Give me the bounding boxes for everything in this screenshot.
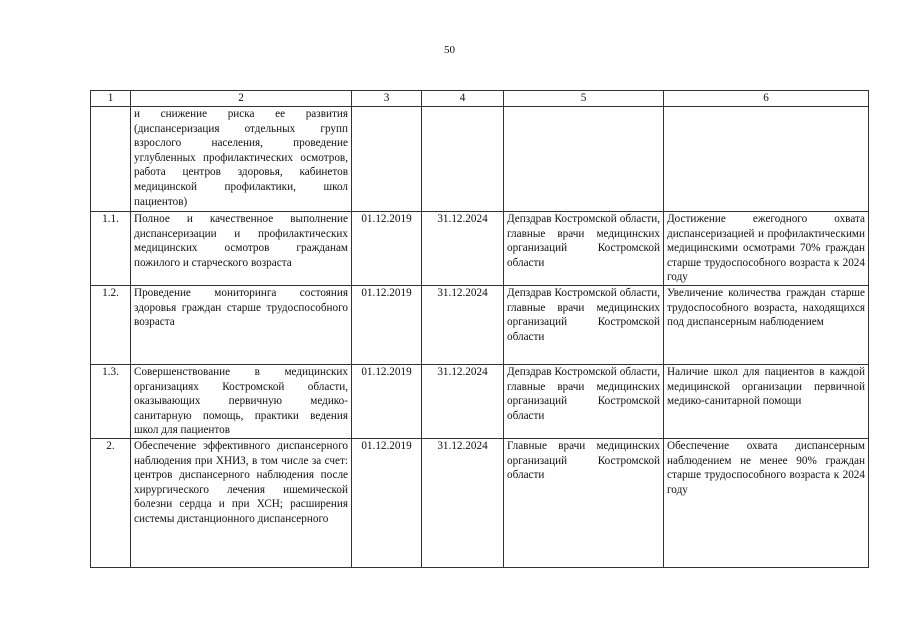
- table-row: [91, 212, 869, 286]
- row-number: 1.3.: [91, 364, 131, 438]
- row-number: 1.1.: [91, 212, 131, 286]
- responsible-cell: Депздрав Костромской области, главные врачи медицинских организаций Костромской области: [504, 212, 664, 286]
- page-number: 50: [444, 44, 455, 56]
- activity-cell: Полное и качественное выполнение диспансеризации и профилактических медицинских осмотров гражданам пожилого и старческого возраста: [131, 212, 352, 286]
- end-date-cell: 31.12.2024: [422, 212, 504, 286]
- result-cell: Увеличение количества граждан старше трудоспособного возраста, находящихся под диспансерным наблюдением: [664, 285, 869, 364]
- column-header: 6: [664, 91, 869, 107]
- responsible-cell: Главные врачи медицинских организаций Костромской области: [504, 438, 664, 567]
- table-row: [91, 364, 869, 438]
- result-cell: Обеспечение охвата диспансерным наблюдением не менее 90% граждан старше трудоспособного возраста к 2024 году: [664, 438, 869, 567]
- measures-table: [90, 90, 869, 568]
- activity-cell: Обеспечение эффективного диспансерного наблюдения при ХНИЗ, в том числе за счет: центров диспансерного наблюдения после хирургического лечения ишемической болезни сердца и при ХСН; расширения системы дистанционного диспансерного: [131, 438, 352, 567]
- start-date-cell: [352, 107, 422, 212]
- table-header-row: [91, 91, 869, 107]
- activity-cell: и снижение риска ее развития (диспансеризация отдельных групп взрослого населения, проведение углубленных профилактических осмотров, работа центров здоровья, кабинетов медицинской профилактики, школ пациентов): [131, 107, 352, 212]
- column-header: 2: [131, 91, 352, 107]
- responsible-cell: Депздрав Костромской области, главные врачи медицинских организаций Костромской области: [504, 285, 664, 364]
- start-date-cell: 01.12.2019: [352, 212, 422, 286]
- row-number: [91, 107, 131, 212]
- table-row: [91, 107, 869, 212]
- result-cell: Наличие школ для пациентов в каждой медицинской организации первичной медико-санитарной помощи: [664, 364, 869, 438]
- start-date-cell: 01.12.2019: [352, 364, 422, 438]
- row-number: 1.2.: [91, 285, 131, 364]
- result-cell: [664, 107, 869, 212]
- start-date-cell: 01.12.2019: [352, 438, 422, 567]
- activity-cell: Проведение мониторинга состояния здоровья граждан старше трудоспособного возраста: [131, 285, 352, 364]
- column-header: 4: [422, 91, 504, 107]
- column-header: 3: [352, 91, 422, 107]
- result-cell: Достижение ежегодного охвата диспансеризацией и профилактическими медицинскими осмотрами 70% граждан старше трудоспособного возраста к 2024 году: [664, 212, 869, 286]
- responsible-cell: [504, 107, 664, 212]
- table-row: [91, 285, 869, 364]
- end-date-cell: [422, 107, 504, 212]
- row-number: 2.: [91, 438, 131, 567]
- end-date-cell: 31.12.2024: [422, 285, 504, 364]
- responsible-cell: Депздрав Костромской области, главные врачи медицинских организаций Костромской области: [504, 364, 664, 438]
- activity-cell: Совершенствование в медицинских организациях Костромской области, оказывающих первичную медико-санитарную помощь, практики ведения школ для пациентов: [131, 364, 352, 438]
- end-date-cell: 31.12.2024: [422, 364, 504, 438]
- column-header: 5: [504, 91, 664, 107]
- start-date-cell: 01.12.2019: [352, 285, 422, 364]
- end-date-cell: 31.12.2024: [422, 438, 504, 567]
- table-row: [91, 438, 869, 567]
- column-header: 1: [91, 91, 131, 107]
